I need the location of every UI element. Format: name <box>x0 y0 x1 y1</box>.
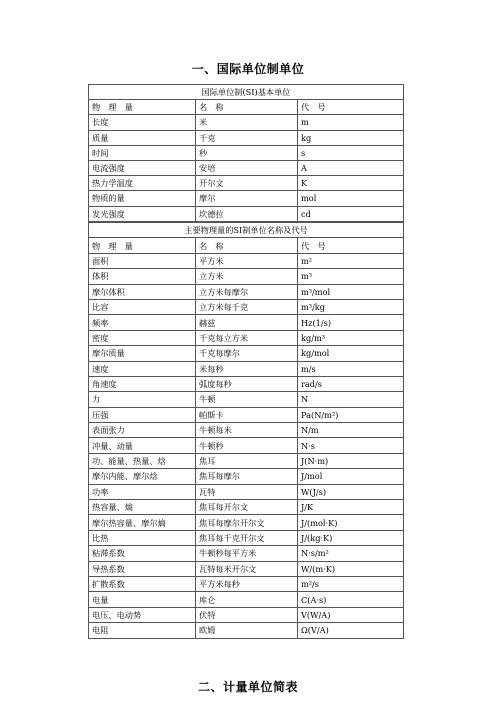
cell-quantity: 热力学温度 <box>89 176 196 191</box>
table-row <box>89 530 404 545</box>
cell-unit-name: 瓦特每米开尔文 <box>196 561 298 576</box>
table-row <box>89 191 404 206</box>
cell-unit-name: 焦耳 <box>196 453 298 468</box>
si-derived-units-table <box>88 222 404 639</box>
cell-unit-symbol: cd <box>298 206 404 221</box>
cell-unit-symbol: m/s <box>298 361 404 376</box>
si-base-units-table <box>88 84 404 222</box>
cell-unit-symbol: s <box>298 145 404 160</box>
section-title-unit-summary: 二、计量单位简表 <box>197 680 298 694</box>
cell-unit-name: 米 <box>196 115 298 130</box>
cell-quantity: 体积 <box>89 269 196 284</box>
table-row <box>89 453 404 468</box>
header-symbol: 代 号 <box>298 100 404 115</box>
header-name: 名 称 <box>196 238 298 253</box>
cell-unit-symbol: N·s/m² <box>298 546 404 561</box>
table-row <box>89 469 404 484</box>
cell-quantity: 扩散系数 <box>89 576 196 591</box>
table-row <box>89 607 404 622</box>
cell-unit-symbol: m³/mol <box>298 284 404 299</box>
cell-quantity: 力 <box>89 392 196 407</box>
cell-unit-symbol: kg <box>298 130 404 145</box>
table-row <box>89 253 404 268</box>
table-row <box>89 623 404 638</box>
cell-quantity: 压强 <box>89 407 196 422</box>
table-row <box>89 130 404 145</box>
cell-unit-symbol: N·s <box>298 438 404 453</box>
table-row <box>89 206 404 221</box>
table-row <box>89 284 404 299</box>
table-row <box>89 299 404 314</box>
cell-unit-symbol: m³ <box>298 269 404 284</box>
table-row <box>89 561 404 576</box>
table-row <box>89 546 404 561</box>
cell-quantity: 热容量、熵 <box>89 500 196 515</box>
cell-unit-symbol: J/(mol·K) <box>298 515 404 530</box>
cell-unit-symbol: C(A·s) <box>298 592 404 607</box>
table-caption-row <box>89 85 404 100</box>
table-row <box>89 176 404 191</box>
cell-unit-name: 瓦特 <box>196 484 298 499</box>
cell-quantity: 电阻 <box>89 623 196 638</box>
cell-unit-symbol: mol <box>298 191 404 206</box>
cell-unit-name: 坎德拉 <box>196 206 298 221</box>
cell-quantity: 质量 <box>89 130 196 145</box>
cell-unit-name: 平方米 <box>196 253 298 268</box>
cell-unit-symbol: J/mol <box>298 469 404 484</box>
cell-unit-symbol: kg/m³ <box>298 330 404 345</box>
cell-unit-name: 米每秒 <box>196 361 298 376</box>
cell-quantity: 电流强度 <box>89 160 196 175</box>
cell-unit-symbol: W(J/s) <box>298 484 404 499</box>
cell-unit-name: 安培 <box>196 160 298 175</box>
cell-unit-name: 牛顿每米 <box>196 423 298 438</box>
cell-unit-name: 弧度每秒 <box>196 376 298 391</box>
cell-quantity: 时间 <box>89 145 196 160</box>
cell-unit-symbol: Ω(V/A) <box>298 623 404 638</box>
cell-unit-symbol: V(W/A) <box>298 607 404 622</box>
table-row <box>89 592 404 607</box>
cell-unit-name: 千克每摩尔 <box>196 346 298 361</box>
cell-unit-name: 赫兹 <box>196 315 298 330</box>
table-header-row <box>89 238 404 253</box>
table-caption: 主要物理量的SI制单位名称及代号 <box>89 223 404 238</box>
cell-unit-name: 帕斯卡 <box>196 407 298 422</box>
table-row <box>89 346 404 361</box>
header-symbol: 代 号 <box>298 238 404 253</box>
cell-unit-name: 摩尔 <box>196 191 298 206</box>
cell-quantity: 电量 <box>89 592 196 607</box>
table-row <box>89 145 404 160</box>
cell-quantity: 角速度 <box>89 376 196 391</box>
cell-unit-name: 平方米每秒 <box>196 576 298 591</box>
cell-unit-symbol: N <box>298 392 404 407</box>
cell-quantity: 导热系数 <box>89 561 196 576</box>
cell-quantity: 比热 <box>89 530 196 545</box>
cell-quantity: 面积 <box>89 253 196 268</box>
cell-unit-name: 立方米 <box>196 269 298 284</box>
table-row <box>89 576 404 591</box>
cell-unit-symbol: m³/kg <box>298 299 404 314</box>
table-row <box>89 423 404 438</box>
cell-quantity: 摩尔内能、摩尔焓 <box>89 469 196 484</box>
table-row <box>89 515 404 530</box>
section-title-si-units: 一、国际单位制单位 <box>191 62 305 76</box>
header-quantity: 物 理 量 <box>89 100 196 115</box>
cell-unit-symbol: rad/s <box>298 376 404 391</box>
cell-unit-name: 焦耳每千克开尔文 <box>196 530 298 545</box>
cell-unit-name: 立方米每千克 <box>196 299 298 314</box>
cell-unit-name: 秒 <box>196 145 298 160</box>
cell-unit-name: 伏特 <box>196 607 298 622</box>
cell-quantity: 冲量、动量 <box>89 438 196 453</box>
cell-unit-symbol: Pa(N/m²) <box>298 407 404 422</box>
cell-quantity: 摩尔热容量、摩尔熵 <box>89 515 196 530</box>
cell-unit-symbol: N/m <box>298 423 404 438</box>
table-row <box>89 376 404 391</box>
table-row <box>89 330 404 345</box>
table-row <box>89 361 404 376</box>
cell-quantity: 电压、电动势 <box>89 607 196 622</box>
cell-unit-symbol: W/(m·K) <box>298 561 404 576</box>
cell-quantity: 频率 <box>89 315 196 330</box>
table-row <box>89 484 404 499</box>
cell-unit-symbol: J/(kg·K) <box>298 530 404 545</box>
cell-quantity: 速度 <box>89 361 196 376</box>
cell-quantity: 密度 <box>89 330 196 345</box>
table-row <box>89 392 404 407</box>
cell-unit-name: 牛顿秒 <box>196 438 298 453</box>
cell-unit-name: 焦耳每摩尔开尔文 <box>196 515 298 530</box>
table-caption-row <box>89 223 404 238</box>
cell-unit-symbol: J(N·m) <box>298 453 404 468</box>
cell-quantity: 功、能量、热量、焓 <box>89 453 196 468</box>
cell-unit-name: 库仑 <box>196 592 298 607</box>
header-name: 名 称 <box>196 100 298 115</box>
table-caption: 国际单位制(SI)基本单位 <box>89 85 404 100</box>
cell-unit-symbol: K <box>298 176 404 191</box>
cell-quantity: 摩尔体积 <box>89 284 196 299</box>
cell-unit-name: 立方米每摩尔 <box>196 284 298 299</box>
cell-unit-name: 千克每立方米 <box>196 330 298 345</box>
cell-unit-symbol: J/K <box>298 500 404 515</box>
cell-quantity: 比容 <box>89 299 196 314</box>
cell-unit-name: 千克 <box>196 130 298 145</box>
cell-quantity: 摩尔质量 <box>89 346 196 361</box>
cell-unit-name: 开尔文 <box>196 176 298 191</box>
table-header-row <box>89 100 404 115</box>
cell-quantity: 表面张力 <box>89 423 196 438</box>
table-row <box>89 115 404 130</box>
table-row <box>89 407 404 422</box>
table-row <box>89 315 404 330</box>
cell-quantity: 物质的量 <box>89 191 196 206</box>
cell-unit-name: 牛顿秒每平方米 <box>196 546 298 561</box>
table-row <box>89 500 404 515</box>
cell-quantity: 长度 <box>89 115 196 130</box>
table-row <box>89 160 404 175</box>
cell-unit-name: 焦耳每开尔文 <box>196 500 298 515</box>
cell-unit-name: 牛顿 <box>196 392 298 407</box>
cell-unit-name: 焦耳每摩尔 <box>196 469 298 484</box>
cell-quantity: 粘滞系数 <box>89 546 196 561</box>
cell-unit-symbol: m² <box>298 253 404 268</box>
header-quantity: 物 理 量 <box>89 238 196 253</box>
cell-unit-symbol: kg/mol <box>298 346 404 361</box>
cell-unit-symbol: m²/s <box>298 576 404 591</box>
cell-unit-symbol: Hz(1/s) <box>298 315 404 330</box>
cell-unit-name: 欧姆 <box>196 623 298 638</box>
cell-quantity: 功率 <box>89 484 196 499</box>
cell-unit-symbol: A <box>298 160 404 175</box>
cell-unit-symbol: m <box>298 115 404 130</box>
cell-quantity: 发光强度 <box>89 206 196 221</box>
table-row <box>89 438 404 453</box>
table-row <box>89 269 404 284</box>
